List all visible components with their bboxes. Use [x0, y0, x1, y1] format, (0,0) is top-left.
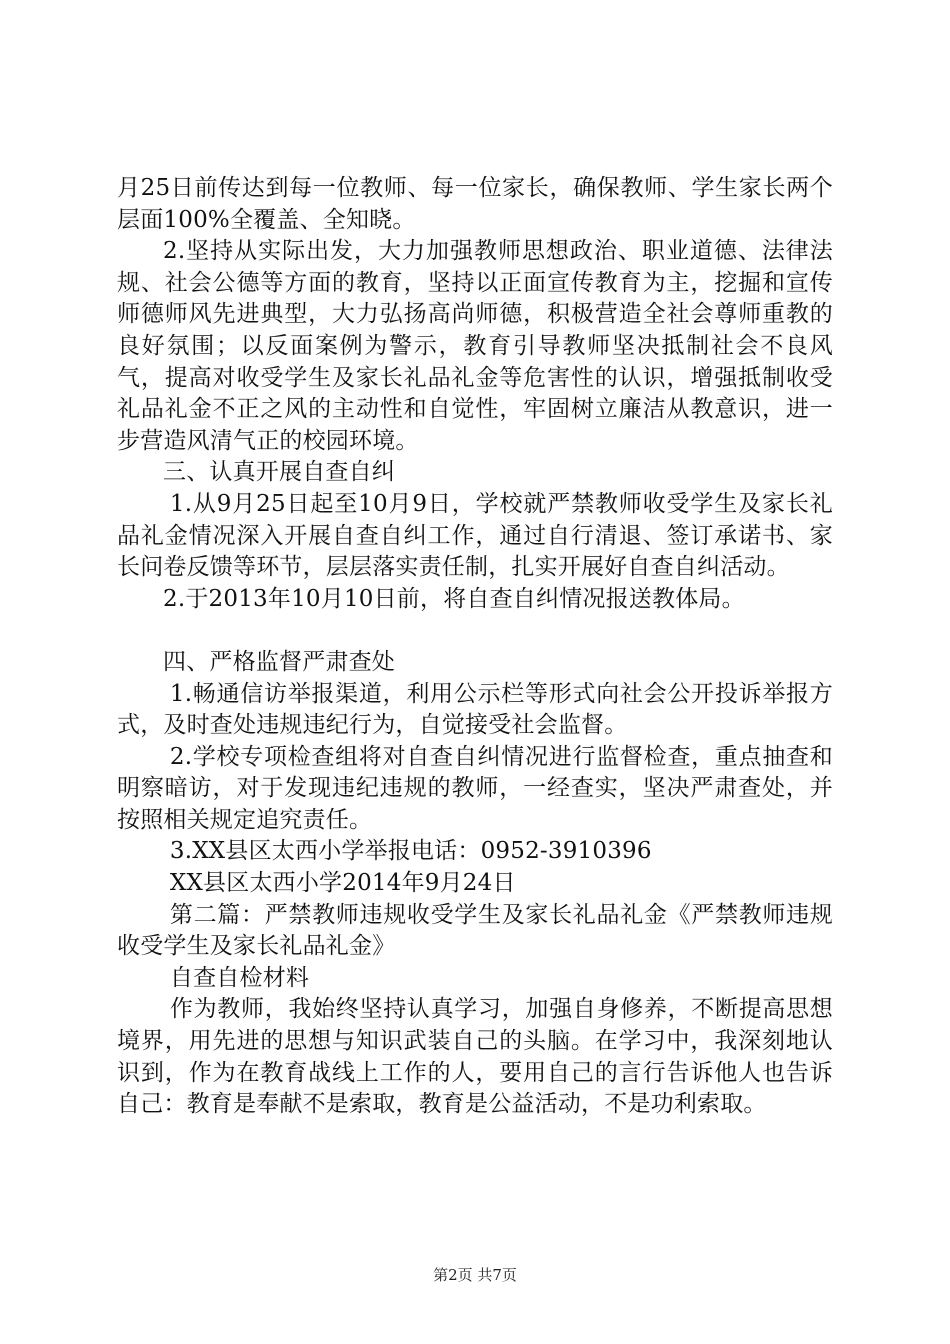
page-number-footer: 第2页 共7页: [433, 1266, 517, 1284]
paragraph-item-4-2: 2.学校专项检查组将对自查自纠情况进行监督检查，重点抽查和明察暗访，对于发现违纪违规的教师，一经查实，坚决严肃查处，并按照相关规定追究责任。: [117, 743, 833, 833]
subtitle-self-check: 自查自检材料: [169, 964, 310, 991]
paragraph-continuation: 月25日前传达到每一位教师、每一位家长，确保教师、学生家长两个层面100%全覆盖、全知晓。: [117, 175, 833, 233]
paragraph-item-2: 2.坚持从实际出发，大力加强教师思想政治、职业道德、法律法规、社会公德等方面的教育，坚持以正面宣传教育为主，挖掘和宣传师德师风先进典型，大力弘扬高尚师德，积极营造全社会尊师重教的良好氛围；以反面案例为警示，教育引导教师坚决抵制社会不良风气，提高对收受学生及家长礼品礼金等危害性的认识，增强抵制收受礼品礼金不正之风的主动性和自觉性，牢固树立廉洁从教意识，进一步营造风清气正的校园环境。: [117, 238, 833, 454]
section-title-part-two: 第二篇：严禁教师违规收受学生及家长礼品礼金《严禁教师违规收受学生及家长礼品礼金》: [117, 901, 833, 960]
paragraph-self-check-body: 作为教师，我始终坚持认真学习，加强自身修养，不断提高思想境界，用先进的思想与知识武装自己的头脑。在学习中，我深刻地认识到，作为在教育战线上工作的人，要用自己的言行告诉他人也告诉自己：教育是奉献不是索取，教育是公益活动，不是功利索取。: [117, 996, 833, 1118]
paragraph-item-4-3: 3.XX县区太西小学举报电话：0952-3910396: [169, 838, 652, 865]
paragraph-item-3-2: 2.于2013年10月10日前，将自查自纠情况报送教体局。: [163, 585, 745, 612]
paragraph-item-3-1: 1.从9月25日起至10月9日，学校就严禁教师收受学生及家长礼品礼金情况深入开展自查自纠工作，通过自行清退、签订承诺书、家长问卷反馈等环节，层层落实责任制，扎实开展好自查自纠活动。: [117, 490, 833, 581]
document-body: [117, 173, 833, 1121]
section-heading-3: 三、认真开展自查自纠: [163, 459, 395, 486]
signature-line: XX县区太西小学2014年9月24日: [169, 870, 516, 897]
paragraph-item-4-1: 1.畅通信访举报渠道，利用公示栏等形式向社会公开投诉举报方式，及时查处违规违纪行为，自觉接受社会监督。: [117, 680, 833, 739]
section-heading-4: 四、严格监督严肃查处: [163, 648, 395, 675]
